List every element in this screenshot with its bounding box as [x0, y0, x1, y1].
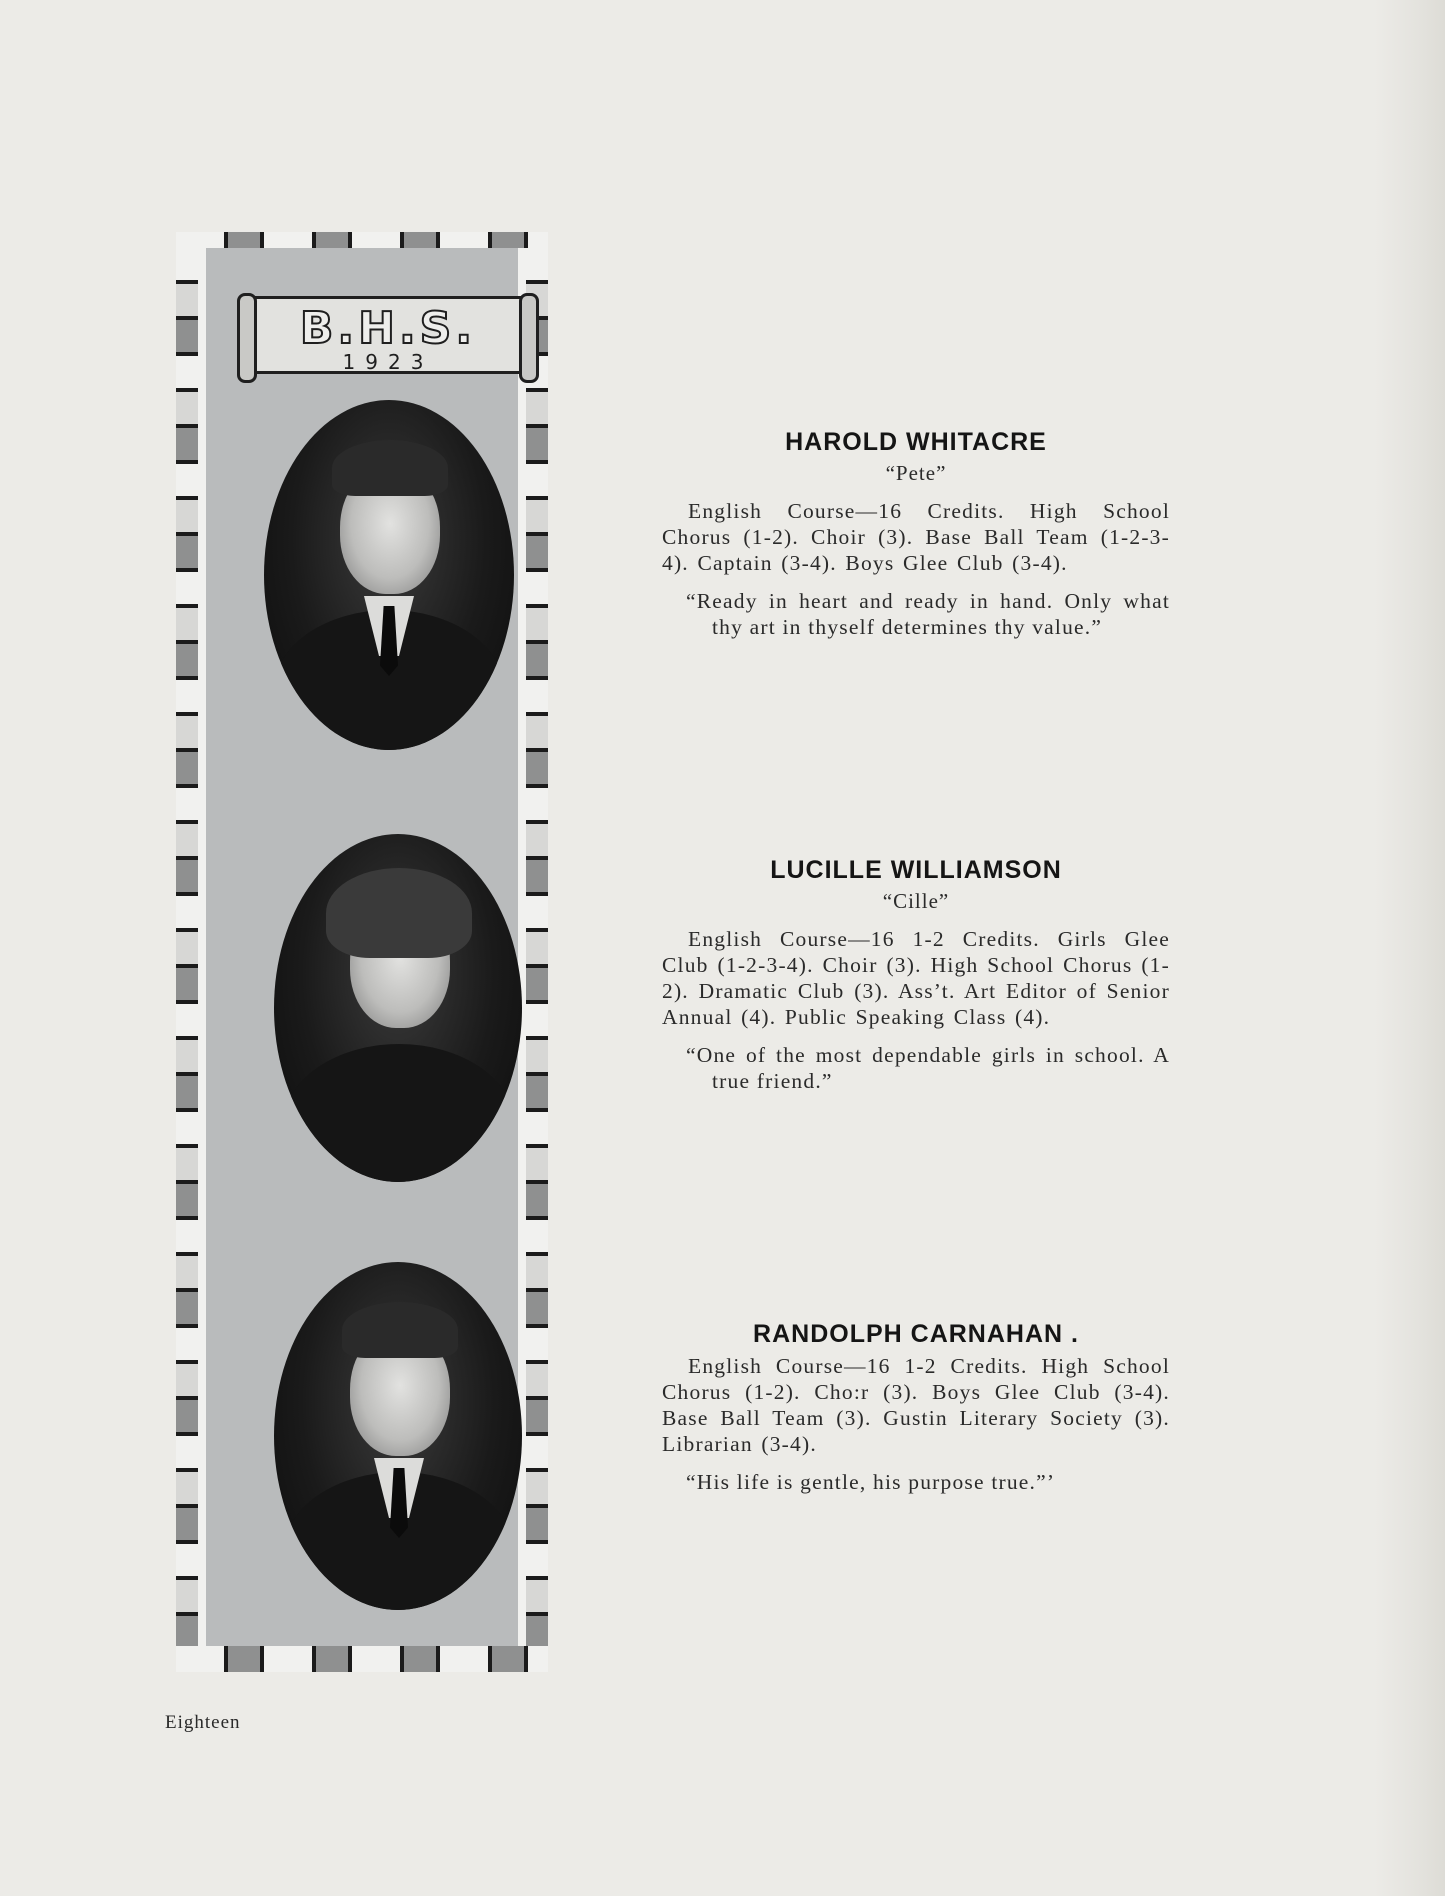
portrait-lucille-williamson: [274, 834, 522, 1182]
student-record: English Course—16 1-2 Credits. High School Chorus (1-2). Cho:r (3). Boys Glee Club (3-4). Base Ball Team (3). Gustin Literary Society (3). Librarian (3-4).: [662, 1354, 1170, 1456]
portrait-hair: [326, 868, 472, 958]
student-record: English Course—16 Credits. High School Chorus (1-2). Choir (3). Base Ball Team (1-2-3-4). Captain (3-4). Boys Glee Club (3-4).: [662, 499, 1170, 575]
panel-border-top: [176, 232, 548, 248]
student-quote: “Ready in heart and ready in hand. Only what thy art in thyself determines thy value.”: [686, 589, 1170, 639]
student-quote: “His life is gentle, his purpose true.”’: [686, 1470, 1056, 1494]
student-name: HAROLD WHITACRE: [785, 428, 1047, 456]
page-number: Eighteen: [165, 1712, 241, 1733]
school-banner: [248, 296, 528, 374]
portrait-body: [284, 1044, 514, 1182]
portrait-harold-whitacre: [264, 400, 514, 750]
student-nickname: “Cille”: [882, 889, 950, 913]
panel-border-bottom: [176, 1646, 548, 1672]
student-record: English Course—16 1-2 Credits. Girls Glee Club (1-2-3-4). Choir (3). High School Chorus (1-2). Dramatic Club (3). Ass’t. Art Editor of Senior Annual (4). Public Speaking Class (4).: [662, 927, 1170, 1029]
portrait-hair: [332, 440, 448, 496]
student-name: LUCILLE WILLIAMSON: [770, 856, 1062, 884]
student-entry-randolph-carnahan: [662, 1320, 1170, 1495]
student-entry-harold-whitacre: [662, 428, 1170, 640]
page-edge: [1375, 0, 1445, 1896]
panel-border-left: [176, 248, 198, 1646]
portrait-hair: [342, 1302, 458, 1358]
banner-year: 1923: [342, 350, 434, 374]
student-name: RANDOLPH CARNAHAN .: [753, 1320, 1079, 1348]
banner-title: B.H.S.: [299, 303, 477, 354]
student-nickname: “Pete”: [885, 461, 947, 485]
panel-background: [198, 248, 526, 1646]
portrait-randolph-carnahan: [274, 1262, 522, 1610]
student-quote: “One of the most dependable girls in school. A true friend.”: [686, 1043, 1170, 1093]
student-entry-lucille-williamson: [662, 856, 1170, 1094]
panel-border-right: [526, 248, 548, 1646]
portrait-panel: [176, 232, 548, 1672]
